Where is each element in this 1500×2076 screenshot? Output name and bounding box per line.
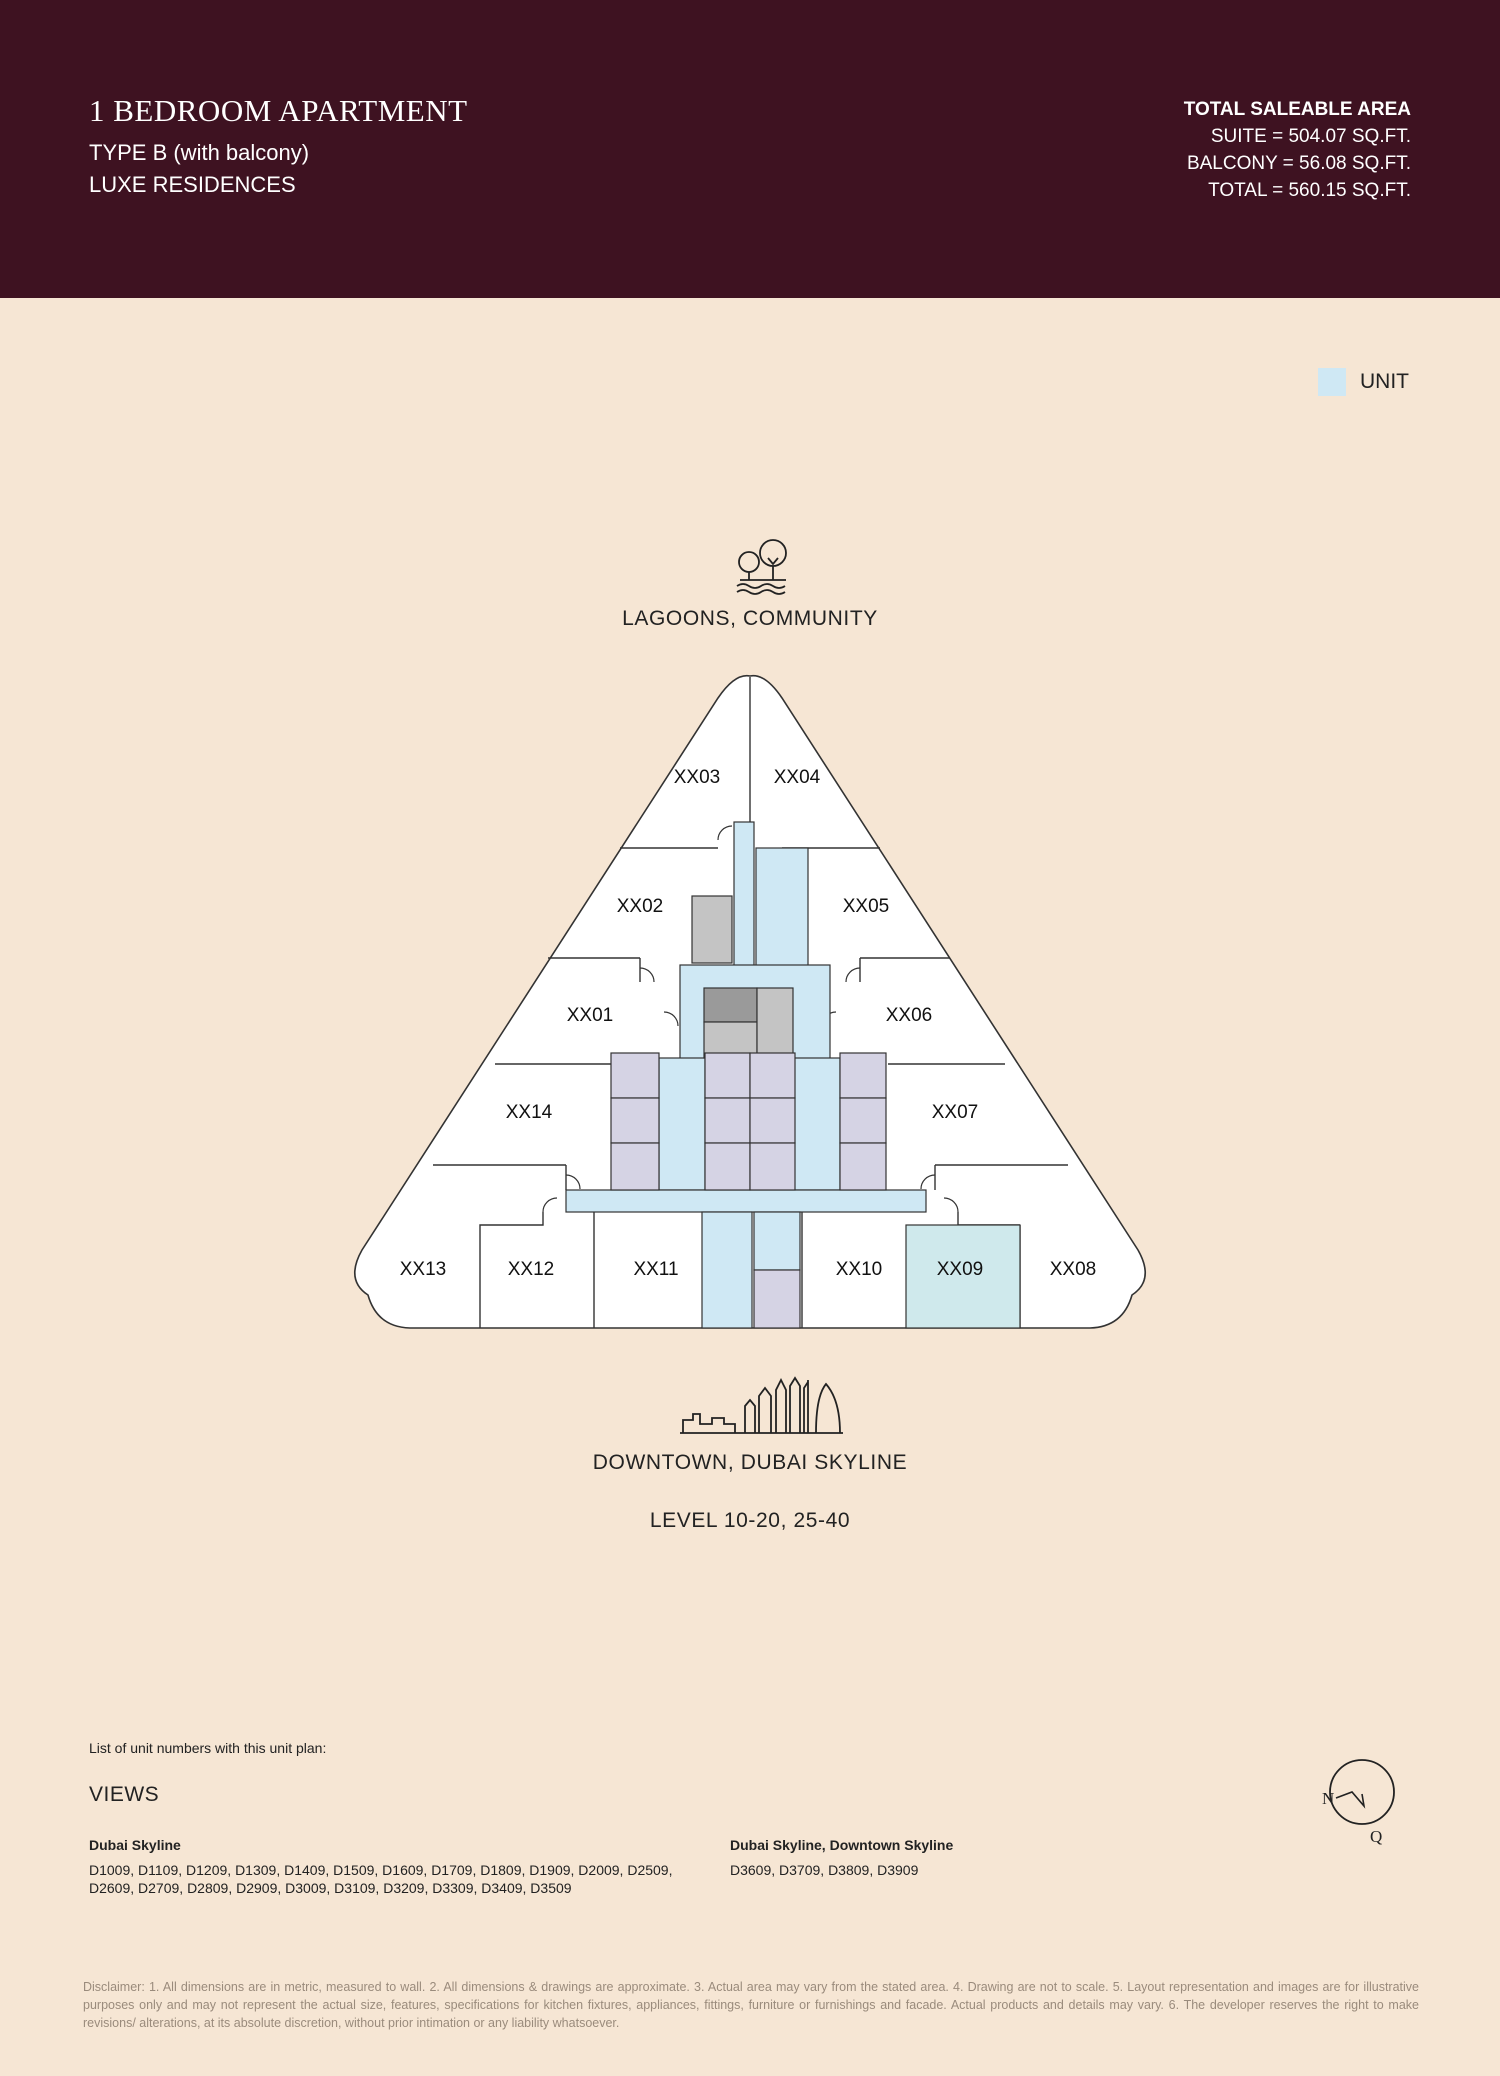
column-heading: Dubai Skyline — [89, 1837, 181, 1853]
balcony-area: BALCONY = 56.08 SQ.FT. — [1186, 153, 1411, 174]
unit-label-xx06: XX06 — [885, 1005, 933, 1026]
south-view-label: DOWNTOWN, DUBAI SKYLINE — [592, 1451, 908, 1474]
unit-numbers: D3609, D3709, D3809, D3909 — [730, 1862, 919, 1878]
area-title: TOTAL SALEABLE AREA — [1183, 99, 1411, 120]
unit-list-title: List of unit numbers with this unit plan: — [89, 1740, 327, 1756]
column-heading: Dubai Skyline, Downtown Skyline — [730, 1837, 954, 1853]
unit-label-xx03: XX03 — [673, 767, 721, 788]
disclaimer: Disclaimer: 1. All dimensions are in metric, measured to wall. 2. All dimensions & drawings are approximate. 3. Actual area may vary from the stated area. 4. Drawing are not to scale. 5. Layout representation and images are for illustrative purposes only and may not represent the actual size, features, specifications for kitchen fixtures, appliances, fittings, furniture or furnishings and facade. Actual products and details may vary. 6. The developer reserves the right to make revisions/ alterations, at its absolute discretion, without prior intimation or any liability whatsoever. — [83, 1980, 1419, 2030]
unit-type: TYPE B (with balcony) — [89, 140, 310, 165]
unit-label-xx04: XX04 — [773, 767, 821, 788]
view-column-dubai-skyline — [89, 1836, 679, 1897]
unit-label-xx12: XX12 — [507, 1259, 555, 1280]
views-heading: VIEWS — [89, 1783, 160, 1806]
suite-area: SUITE = 504.07 SQ.FT. — [1210, 126, 1411, 147]
unit-label-xx09: XX09 — [936, 1259, 984, 1280]
residence-name: LUXE RESIDENCES — [89, 172, 296, 197]
service-shaft-dark — [704, 988, 757, 1022]
compass-q: Q — [1370, 1827, 1383, 1846]
north-view-label: LAGOONS, COMMUNITY — [622, 607, 878, 630]
legend-label: UNIT — [1360, 370, 1409, 393]
unit-label-xx13: XX13 — [399, 1259, 447, 1280]
city-skyline-icon — [680, 1378, 843, 1433]
page-title: 1 BEDROOM APARTMENT — [89, 93, 468, 128]
unit-label-xx07: XX07 — [931, 1102, 979, 1123]
compass-n: N — [1322, 1789, 1335, 1808]
unit-label-xx08: XX08 — [1049, 1259, 1097, 1280]
compass-icon — [1308, 1756, 1408, 1846]
unit-label-xx14: XX14 — [505, 1102, 553, 1123]
unit-label-xx02: XX02 — [616, 896, 664, 917]
total-area: TOTAL = 560.15 SQ.FT. — [1208, 180, 1411, 201]
view-column-downtown-skyline — [730, 1836, 1060, 1879]
unit-label-xx01: XX01 — [566, 1005, 614, 1026]
unit-label-xx11: XX11 — [633, 1259, 679, 1280]
unit-numbers: D1009, D1109, D1209, D1309, D1409, D1509, D1609, D1709, D1809, D1909, D2009, D2509, D2609, D2709, D2809, D2909, D3009, D3109, D3209, D3309, D3409, D3509 — [89, 1862, 673, 1896]
level-label: LEVEL 10-20, 25-40 — [649, 1509, 851, 1532]
service-shaft — [692, 896, 732, 963]
trees-lagoon-icon — [737, 540, 786, 594]
unit-label-xx10: XX10 — [835, 1259, 883, 1280]
unit-label-xx05: XX05 — [842, 896, 890, 917]
service-shaft — [757, 988, 793, 1058]
